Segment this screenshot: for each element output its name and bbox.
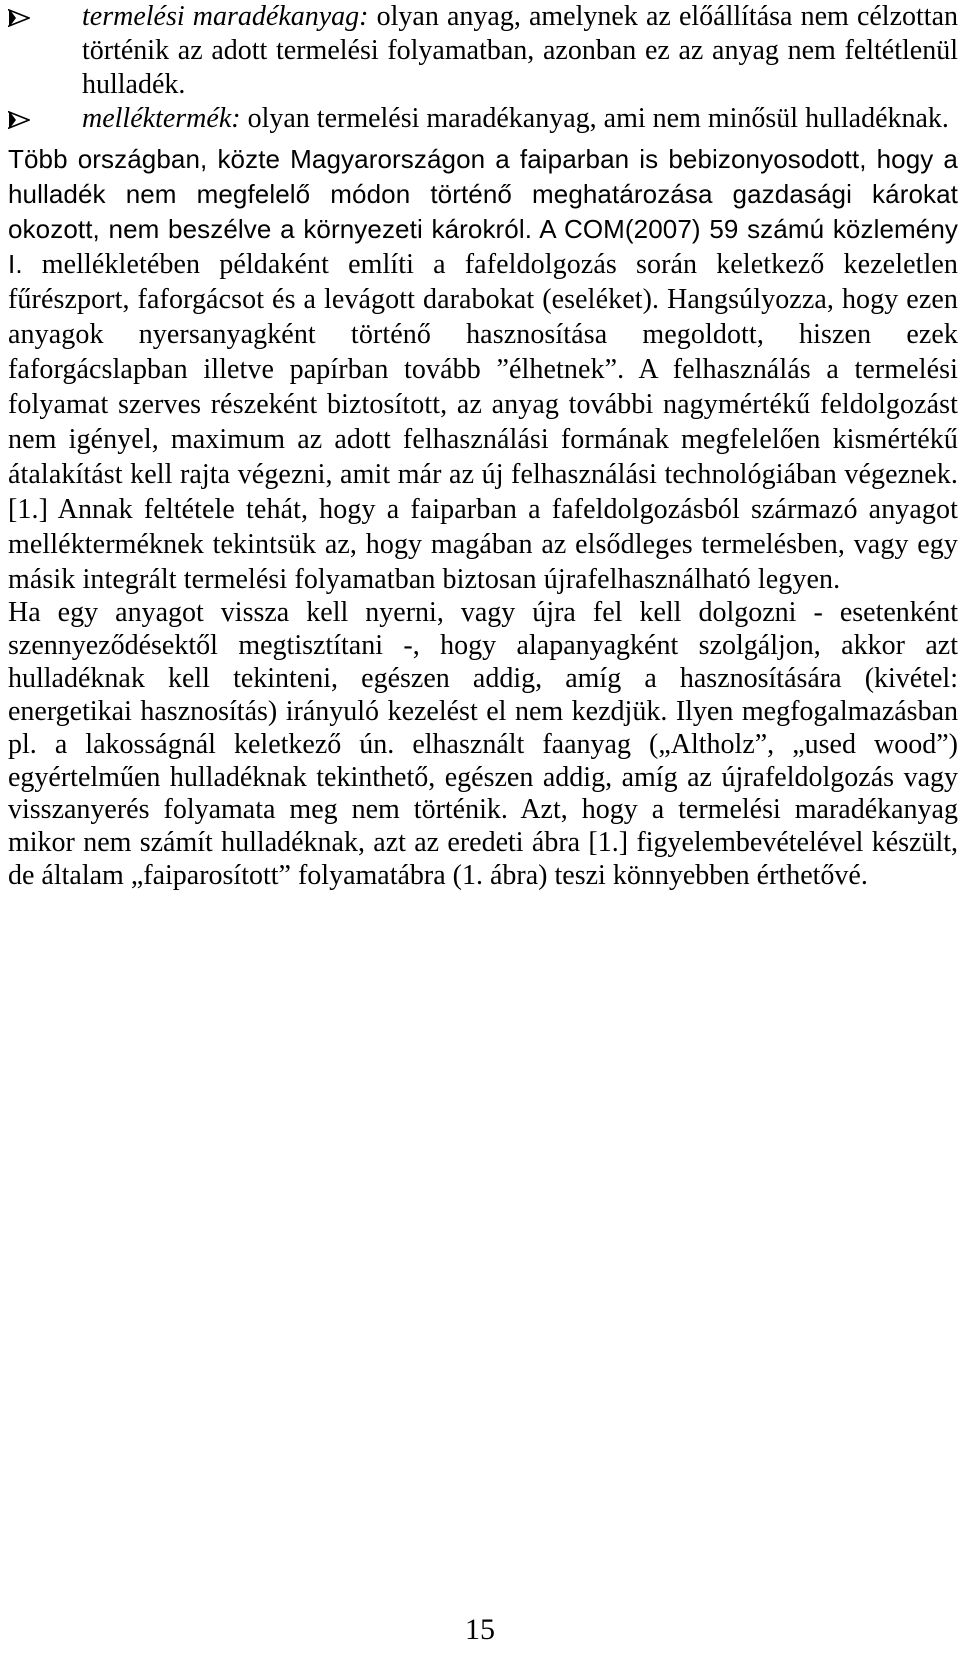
page-number: 15 [465, 1613, 495, 1646]
definition-list [8, 0, 958, 136]
definition-term: termelési maradékanyag: [82, 1, 369, 32]
body-paragraph: Ha egy anyagot vissza kell nyerni, vagy újra fel kell dolgozni - esetenként szennyeződésektől megtisztítani -, hogy alapanyagként szolgáljon, akkor azt hulladéknak kell tekinteni, egészen addig, amíg a hasznosítására (kivétel: energetikai hasznosítás) irányuló kezelést el nem kezdjük. Ilyen megfogalmazásban pl. a lakosságnál keletkező ún. elhasznált faanyag („Altholz”, „used wood”) egyértelműen hulladéknak tekinthető, egészen addig, amíg az újrafeldolgozás vagy visszanyerés folyamata meg nem történik. Azt, hogy a termelési maradékanyag mikor nem számít hulladéknak, azt az eredeti ábra [1.] figyelembevételével készült, de általam „faiparosított” folyamatábra (1. ábra) teszi könnyebben érthetővé. [8, 597, 958, 892]
arrowhead-bullet-icon [8, 9, 30, 27]
definition-item [8, 102, 958, 136]
paragraph-text-sans: Több országban, közte Magyarországon a faiparban is bebizonyosodott, hogy a hulladék nem megfelelő módon történő meghatározása gazdasági károkat okozott, nem beszélve a környezeti károkról. A COM(2007) 59 számú közlemény I. [8, 144, 958, 279]
paragraph-text-serif: mellékletében példaként említi a fafeldolgozás során keletkező kezeletlen fűrészport, faforgácsot és a levágott darabokat (eseléket). Hangsúlyozza, hogy ezen anyagok nyersanyagként történő hasznosítása megoldott, hiszen ezek faforgácslapban illetve papírban tovább ”élhetnek”. A felhasználás a termelési folyamat szerves részeként biztosított, az anyag további nagymértékű feldolgozást nem igényel, maximum az adott felhasználási formának megfelelően kismértékű átalakítást kell rajta végezni, amit már az új felhasználási technológiában végeznek. [1.] Annak feltétele tehát, hogy a faiparban a fafeldolgozásból származó anyagot mellékterméknek tekintsük az, hogy magában az elsődleges termelésben, vagy egy másik integrált termelési folyamatban biztosan újrafelhasználható legyen. [8, 249, 958, 595]
definition-text: olyan termelési maradékanyag, ami nem minősül hulladéknak. [240, 103, 949, 134]
body-paragraph [8, 142, 958, 597]
document-page [8, 0, 958, 893]
definition-text: olyan anyag, amelynek az előállítása nem célzottan történik az adott termelési folyamatban, azonban ez az anyag nem feltétlenül hulladék. [82, 1, 958, 100]
definition-item [8, 0, 958, 102]
arrowhead-bullet-icon [8, 111, 30, 129]
definition-term: melléktermék: [82, 103, 241, 134]
